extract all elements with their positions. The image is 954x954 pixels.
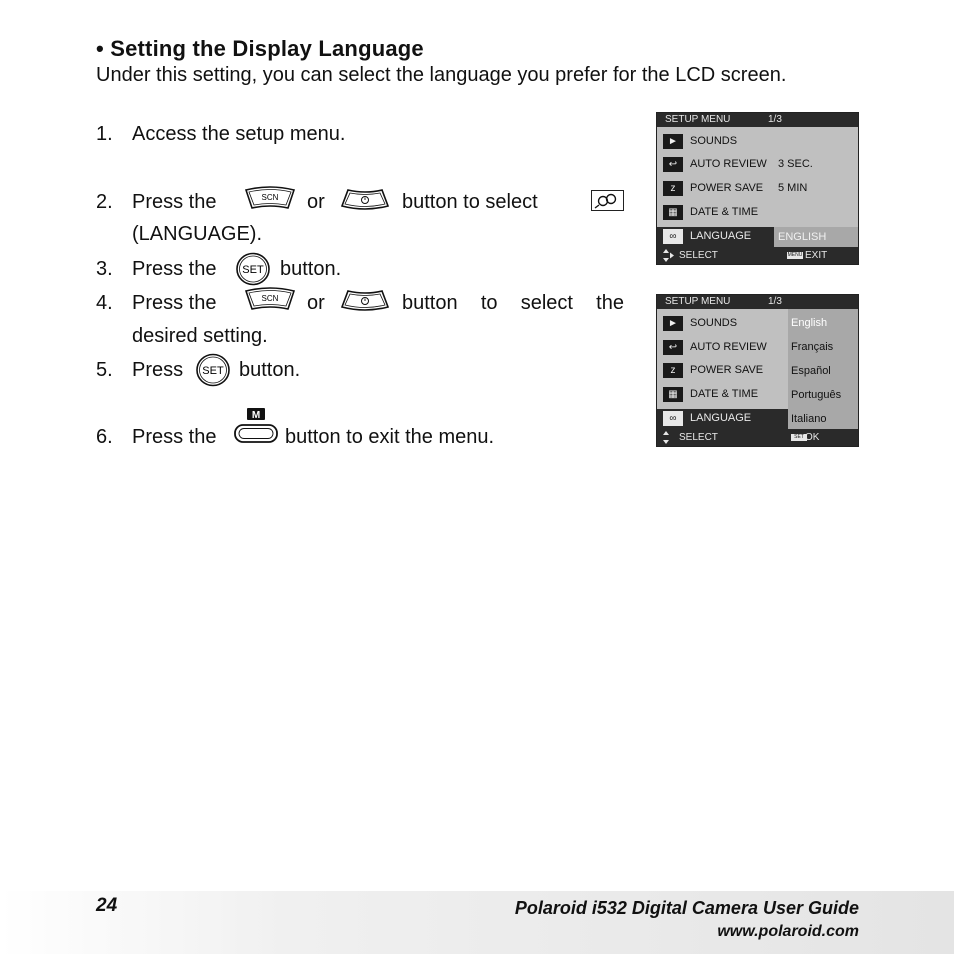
set-label: SET [242,264,264,276]
step-4-or: or [307,292,325,314]
language-icon-box [591,190,624,211]
lcd-row-label: POWER SAVE [690,182,764,194]
step-3-text-b: button. [280,258,342,280]
step-number: 3. [96,258,113,280]
lcd-header [657,113,858,127]
lcd-row-sounds [657,132,858,152]
lcd-row-label: POWER SAVE [690,364,764,376]
step-1 [96,122,345,146]
lcd-row-language [657,227,858,247]
menu-label: M [251,410,261,421]
calendar-icon: ▦ [663,205,683,220]
up-down-arrow-icon [661,430,675,445]
lcd-header [657,295,858,309]
language-option-portugues: Português [791,389,842,401]
lcd-header-title: SETUP MENU [665,296,731,307]
step-2-text-c: (LANGUAGE). [132,223,263,245]
scn-label: SCN [261,193,279,202]
power-save-icon: z [663,363,683,378]
set-button-icon [235,252,271,286]
lcd-row-power-save [657,179,858,199]
step-3 [96,257,216,281]
step-text-a: Press the [132,292,217,314]
lcd-footer [657,247,858,264]
review-icon: ↩ [663,157,683,172]
lcd-header-page: 1/3 [768,296,782,307]
review-icon: ↩ [663,340,683,355]
language-icon: ∞ [663,229,683,244]
language-option-francais: Français [791,341,834,353]
language-option-espanol: Español [791,365,831,377]
step-text-a: Press the [132,258,217,280]
lcd-row-label: LANGUAGE [690,412,752,424]
speaker-icon: ► [663,316,683,331]
section-title [96,36,424,62]
lcd-row-label: AUTO REVIEW [690,341,767,353]
step-text-a: Press the [132,426,217,448]
scn-label: SCN [261,294,279,303]
step-number: 4. [96,292,113,314]
title-bullet: • [96,36,104,61]
self-timer-button-icon [340,186,390,212]
lcd-row-label: DATE & TIME [690,388,759,400]
scn-button-icon [244,186,296,212]
lcd-row-language [657,409,788,429]
step-number: 5. [96,359,113,381]
self-timer-button-icon [340,287,390,313]
step-5-text-b: button. [239,359,301,381]
step-4-text-c: desired setting. [132,325,268,347]
page-number: 24 [96,895,118,916]
set-label: SET [202,365,224,377]
lcd-row-label: DATE & TIME [690,206,759,218]
lcd-row-value: 3 SEC. [778,158,813,170]
lcd-row-value: 5 MIN [778,182,808,194]
step-text: Access the setup menu. [132,123,346,145]
title-text: Setting the Display Language [110,36,424,61]
lcd-row-value: ENGLISH [774,227,859,247]
step-5 [96,358,183,382]
lcd-header-page: 1/3 [768,114,782,125]
guide-url: www.polaroid.com [717,923,859,940]
language-icon: ∞ [663,411,683,426]
lcd-header-title: SETUP MENU [665,114,731,125]
step-4-text-b: button to select the [402,292,624,314]
lcd-setup-menu-screen [656,112,859,265]
step-text-a: Press the [132,191,217,213]
step-2 [96,190,216,214]
four-way-arrow-icon [661,248,675,263]
lcd-footer-action: OK [805,432,820,443]
calendar-icon: ▦ [663,387,683,402]
language-icon [592,191,622,209]
menu-key-icon: MENU [787,252,803,258]
lcd-row-label: SOUNDS [690,317,738,329]
step-6 [96,425,216,449]
speaker-icon: ► [663,134,683,149]
step-2-text-b: button to select [402,191,538,213]
lcd-row-sounds [657,314,858,334]
step-number: 1. [96,123,113,145]
lcd-row-label: AUTO REVIEW [690,158,767,170]
step-6-text-b: button to exit the menu. [285,426,495,448]
lcd-footer-select: SELECT [679,250,718,261]
intro-paragraph: Under this setting, you can select the language you prefer for the LCD screen. [96,64,787,86]
lcd-row-label: LANGUAGE [690,230,752,242]
power-save-icon: z [663,181,683,196]
lcd-language-options-screen [656,294,859,447]
set-key-icon: SET [791,434,807,441]
lcd-row-label: SOUNDS [690,135,738,147]
step-text-a: Press [132,359,184,381]
lcd-row-date-time [657,203,858,223]
scn-button-icon [244,287,296,313]
step-2-or: or [307,191,325,213]
guide-title: Polaroid i532 Digital Camera User Guide [514,898,859,918]
lcd-row-auto-review [657,155,858,175]
step-number: 2. [96,191,113,213]
step-number: 6. [96,426,113,448]
language-option-italiano: Italiano [791,413,827,425]
lcd-footer [657,429,858,446]
language-option-english: English [791,317,828,329]
set-button-icon [195,353,231,387]
lcd-footer-action: EXIT [805,250,828,261]
menu-button-icon [233,406,279,446]
lcd-footer-select: SELECT [679,432,718,443]
step-4 [96,291,216,315]
